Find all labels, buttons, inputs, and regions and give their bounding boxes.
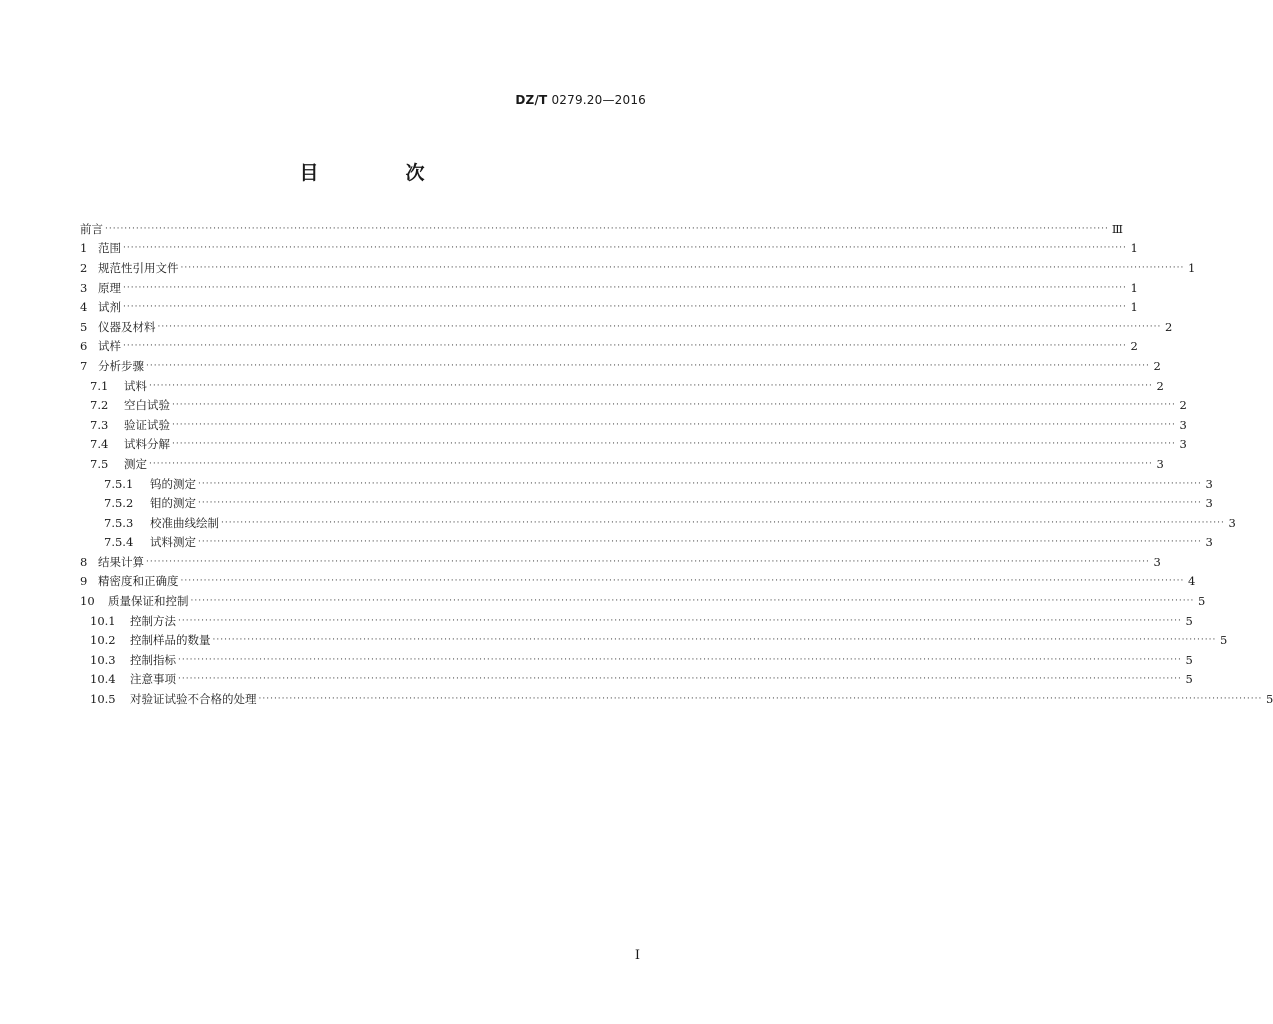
toc-dot-leader: ···································································································································································································································································· — [146, 556, 1150, 567]
toc-dot-leader: ···································································································································································································································································· — [123, 302, 1127, 313]
toc-dot-leader: ···································································································································································································································································· — [123, 243, 1127, 254]
toc-entry-label: 质量保证和控制 — [108, 594, 189, 609]
toc-entry-page: 4 — [1188, 574, 1196, 589]
toc-entry-page: 3 — [1205, 535, 1213, 550]
toc-entry-number: 7.5.4 — [104, 535, 134, 550]
toc-entry-label: 试剂 — [98, 300, 121, 315]
toc-entry-label: 仪器及材料 — [98, 319, 156, 334]
toc-dot-leader: ···································································································································································································································································· — [123, 282, 1127, 293]
toc-entry[interactable] — [80, 670, 1193, 690]
toc-entry[interactable] — [80, 239, 1138, 259]
toc-dot-leader: ···································································································································································································································································· — [198, 498, 1202, 509]
toc-dot-leader: ···································································································································································································································································· — [149, 458, 1153, 469]
toc-entry-label: 钼的测定 — [150, 496, 196, 511]
toc-dot-leader: ···································································································································································································································································· — [221, 517, 1225, 528]
toc-entry-label: 原理 — [98, 280, 121, 295]
table-of-contents — [80, 219, 1273, 709]
toc-entry-number: 7.5.3 — [104, 515, 134, 530]
toc-entry-page: 3 — [1179, 417, 1187, 432]
toc-entry-label: 精密度和正确度 — [98, 574, 179, 589]
toc-dot-leader: ···································································································································································································································································· — [178, 654, 1182, 665]
toc-entry-page: 3 — [1228, 515, 1236, 530]
toc-entry-label: 试料 — [124, 378, 147, 393]
toc-entry-number: 3 — [80, 280, 88, 295]
toc-entry[interactable] — [80, 317, 1173, 337]
toc-entry[interactable] — [80, 219, 1123, 239]
toc-entry[interactable] — [80, 630, 1228, 650]
toc-entry-number: 7.4 — [90, 437, 109, 452]
toc-entry-label: 分析步骤 — [98, 358, 144, 373]
toc-dot-leader: ···································································································································································································································································· — [146, 360, 1150, 371]
toc-entry[interactable] — [80, 572, 1196, 592]
toc-entry-page: 5 — [1220, 633, 1228, 648]
toc-entry-label: 前言 — [80, 221, 103, 236]
toc-entry-page: 1 — [1130, 280, 1138, 295]
toc-entry[interactable] — [80, 258, 1196, 278]
toc-entry-number: 6 — [80, 339, 88, 354]
toc-dot-leader: ···································································································································································································································································· — [157, 321, 1162, 332]
toc-entry-page: 5 — [1185, 652, 1193, 667]
toc-entry[interactable] — [80, 474, 1213, 494]
toc-entry[interactable] — [80, 278, 1138, 298]
toc-entry-label: 校准曲线绘制 — [150, 515, 219, 530]
toc-dot-leader: ···································································································································································································································································· — [180, 576, 1185, 587]
toc-entry-label: 验证试验 — [124, 417, 170, 432]
toc-dot-leader: ···································································································································································································································································· — [178, 674, 1182, 685]
toc-entry-number: 7.2 — [90, 398, 109, 413]
toc-dot-leader: ···································································································································································································································································· — [258, 694, 1263, 705]
toc-entry-number: 2 — [80, 260, 88, 275]
toc-dot-leader: ···································································································································································································································································· — [105, 223, 1109, 234]
toc-entry-number: 1 — [80, 241, 88, 256]
toc-entry-page: 3 — [1156, 456, 1164, 471]
toc-entry-number: 7.5.1 — [104, 476, 134, 491]
toc-entry-page: 1 — [1188, 260, 1196, 275]
toc-entry[interactable] — [80, 356, 1161, 376]
toc-entry-page: 2 — [1179, 398, 1187, 413]
toc-dot-leader: ···································································································································································································································································· — [198, 537, 1202, 548]
toc-entry-number: 10.1 — [90, 613, 116, 628]
standard-code — [515, 93, 646, 107]
toc-entry-page: 3 — [1153, 554, 1161, 569]
toc-entry-number: 9 — [80, 574, 88, 589]
toc-entry-page: 3 — [1179, 437, 1187, 452]
toc-entry-number: 10.4 — [90, 672, 116, 687]
toc-entry-label: 规范性引用文件 — [98, 260, 179, 275]
toc-entry-page: Ⅲ — [1111, 221, 1123, 236]
standard-number: 0279.20—2016 — [551, 93, 646, 107]
toc-entry-page: 5 — [1266, 692, 1273, 707]
toc-entry-label: 控制方法 — [130, 613, 176, 628]
toc-dot-leader: ···································································································································································································································································· — [198, 478, 1202, 489]
toc-entry[interactable] — [80, 552, 1161, 572]
toc-entry-page: 3 — [1205, 476, 1213, 491]
toc-dot-leader: ···································································································································································································································································· — [212, 635, 1217, 646]
toc-entry-number: 10 — [80, 594, 95, 609]
toc-dot-leader: ···································································································································································································································································· — [172, 400, 1176, 411]
toc-entry-number: 7 — [80, 358, 88, 373]
toc-entry-number: 10.3 — [90, 652, 116, 667]
toc-entry-page: 2 — [1153, 358, 1161, 373]
toc-entry-label: 测定 — [124, 456, 147, 471]
standard-prefix: DZ/T — [515, 93, 548, 107]
toc-entry-page: 2 — [1165, 319, 1173, 334]
toc-entry-page: 1 — [1130, 300, 1138, 315]
toc-entry-page: 2 — [1130, 339, 1138, 354]
toc-entry-label: 注意事项 — [130, 672, 176, 687]
toc-entry[interactable] — [80, 415, 1187, 435]
toc-entry[interactable] — [80, 454, 1164, 474]
toc-dot-leader: ···································································································································································································································································· — [172, 419, 1176, 430]
toc-entry-page: 1 — [1130, 241, 1138, 256]
toc-entry-page: 2 — [1156, 378, 1164, 393]
toc-entry-label: 试料分解 — [124, 437, 170, 452]
page-title: 目 次 — [299, 162, 459, 184]
toc-entry-number: 7.1 — [90, 378, 109, 393]
toc-entry-number: 8 — [80, 554, 88, 569]
toc-entry-page: 5 — [1198, 594, 1206, 609]
toc-entry[interactable] — [80, 395, 1187, 415]
toc-entry[interactable] — [80, 591, 1206, 611]
toc-entry-page: 5 — [1185, 672, 1193, 687]
toc-entry[interactable] — [80, 376, 1164, 396]
toc-entry-number: 10.2 — [90, 633, 116, 648]
toc-dot-leader: ···································································································································································································································································· — [190, 596, 1195, 607]
toc-entry-label: 控制样品的数量 — [130, 633, 211, 648]
toc-entry-number: 7.5.2 — [104, 496, 134, 511]
toc-entry-number: 5 — [80, 319, 88, 334]
toc-entry[interactable] — [80, 513, 1236, 533]
toc-entry-label: 钨的测定 — [150, 476, 196, 491]
toc-entry-number: 4 — [80, 300, 88, 315]
toc-entry-label: 空白试验 — [124, 398, 170, 413]
toc-entry-page: 3 — [1205, 496, 1213, 511]
toc-entry-label: 控制指标 — [130, 652, 176, 667]
toc-dot-leader: ···································································································································································································································································· — [149, 380, 1153, 391]
toc-entry[interactable] — [80, 650, 1193, 670]
toc-dot-leader: ···································································································································································································································································· — [178, 615, 1182, 626]
toc-entry-label: 结果计算 — [98, 554, 144, 569]
toc-entry[interactable] — [80, 689, 1273, 709]
toc-entry[interactable] — [80, 533, 1213, 553]
toc-entry[interactable] — [80, 493, 1213, 513]
toc-entry[interactable] — [80, 435, 1187, 455]
toc-entry-label: 范围 — [98, 241, 121, 256]
toc-entry-number: 7.5 — [90, 456, 109, 471]
page-folio: I — [634, 948, 640, 963]
toc-entry-page: 5 — [1185, 613, 1193, 628]
toc-entry[interactable] — [80, 611, 1193, 631]
toc-entry[interactable] — [80, 297, 1138, 317]
toc-entry-label: 试样 — [98, 339, 121, 354]
toc-dot-leader: ···································································································································································································································································· — [172, 439, 1176, 450]
toc-entry-number: 7.3 — [90, 417, 109, 432]
toc-entry-label: 试料测定 — [150, 535, 196, 550]
toc-entry-number: 10.5 — [90, 692, 116, 707]
toc-dot-leader: ···································································································································································································································································· — [180, 262, 1185, 273]
toc-dot-leader: ···································································································································································································································································· — [123, 341, 1127, 352]
toc-entry-label: 对验证试验不合格的处理 — [130, 692, 257, 707]
toc-entry[interactable] — [80, 337, 1138, 357]
